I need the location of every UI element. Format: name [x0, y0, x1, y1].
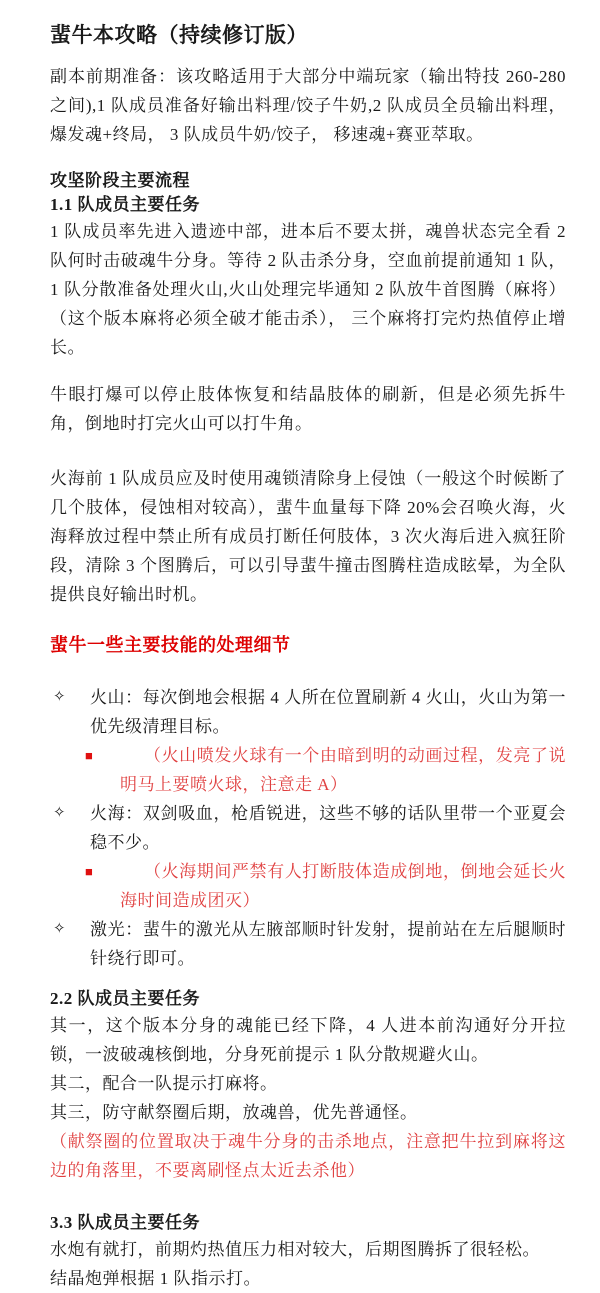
- square-bullet-icon: ■: [85, 748, 94, 763]
- team2-line-1: 其一，这个版本分身的魂能已经下降，4 人进本前沟通好分开拉锁，一波破魂核倒地，分身死前提示 1 队分散规避火山。: [50, 1016, 566, 1064]
- intro-paragraph: 副本前期准备：该攻略适用于大部分中端玩家（输出特技 260-280 之间),1 队成员准备好输出料理/饺子牛奶,2 队成员全员输出料理，爆发魂+终局， 3 队成员牛奶/饺子， 移速魂+赛亚萃取。: [50, 67, 566, 144]
- skill-text: 火山：每次倒地会根据 4 人所在位置刷新 4 火山，火山为第一优先级清理目标。: [90, 688, 566, 736]
- team2-note-paragraph: （献祭圈的位置取决于魂牛分身的击杀地点，注意把牛拉到麻将这边的角落里，不要离刷怪点太近去杀他）: [50, 1132, 566, 1180]
- fire-sea-paragraph: 火海前 1 队成员应及时使用魂锁清除身上侵蚀（一般这个时候断了几个肢体，侵蚀相对较高），蜚牛血量每下降 20%会召唤火海，火海释放过程中禁止所有成员打断任何肢体，3 次火海后进入疯狂阶段，清除 3 个图腾后，可以引导蜚牛撞击图腾柱造成眩晕，为全队提供良好输出时机。: [50, 469, 566, 604]
- diamond-bullet-icon: ✧: [53, 689, 67, 705]
- skill-item-fire-sea: [50, 799, 566, 857]
- bull-eye-paragraph: 牛眼打爆可以停止肢体恢复和结晶肢体的刷新，但是必须先拆牛角，倒地时打完火山可以打牛角。: [50, 385, 566, 433]
- skill-text: 火海：双剑吸血，枪盾锐进，这些不够的话队里带一个亚夏会稳不少。: [90, 804, 566, 852]
- diamond-bullet-icon: ✧: [53, 921, 67, 937]
- section-heading-stage: 攻坚阶段主要流程: [50, 171, 190, 190]
- diamond-bullet-icon: ✧: [53, 805, 67, 821]
- skill-note-text: （火海期间严禁有人打断肢体造成倒地，倒地会延长火海时间造成团灭）: [120, 862, 566, 910]
- skill-text: 激光：蜚牛的激光从左腋部顺时针发射，提前站在左后腿顺时针绕行即可。: [90, 920, 566, 968]
- square-bullet-icon: ■: [85, 864, 94, 879]
- team1-paragraph: 1 队成员率先进入遗迹中部，进本后不要太拼，魂兽状态完全看 2 队何时击破魂牛分身。等待 2 队击杀分身，空血前提前通知 1 队，1 队分散准备处理火山,火山处理完毕通知 2 队放牛首图腾（麻将）（这个版本麻将必须全破才能击杀）， 三个麻将打完灼热值停止增长。: [50, 222, 566, 357]
- team2-line-2: 其二，配合一队提示打麻将。: [50, 1074, 278, 1093]
- section-heading-team2: 2.2 队成员主要任务: [50, 989, 200, 1008]
- team2-line-3: 其三，防守献祭圈后期，放魂兽，优先普通怪。: [50, 1103, 418, 1122]
- skill-note-volcano: [50, 741, 566, 799]
- skill-note-fire-sea: [50, 857, 566, 915]
- skills-list: [50, 683, 566, 973]
- team3-line-1: 水炮有就打，前期灼热值压力相对较大，后期图腾拆了很轻松。: [50, 1240, 540, 1259]
- skills-heading: 蜚牛一些主要技能的处理细节: [50, 635, 291, 655]
- skill-item-volcano: [50, 683, 566, 741]
- skill-note-text: （火山喷发火球有一个由暗到明的动画过程，发亮了说明马上要喷火球，注意走 A）: [120, 746, 566, 794]
- section-heading-team3: 3.3 队成员主要任务: [50, 1213, 200, 1232]
- page-title: 蜚牛本攻略（持续修订版）: [50, 23, 308, 47]
- section-heading-team1: 1.1 队成员主要任务: [50, 195, 200, 214]
- team3-line-2: 结晶炮弹根据 1 队指示打。: [50, 1269, 261, 1288]
- skill-item-laser: [50, 915, 566, 973]
